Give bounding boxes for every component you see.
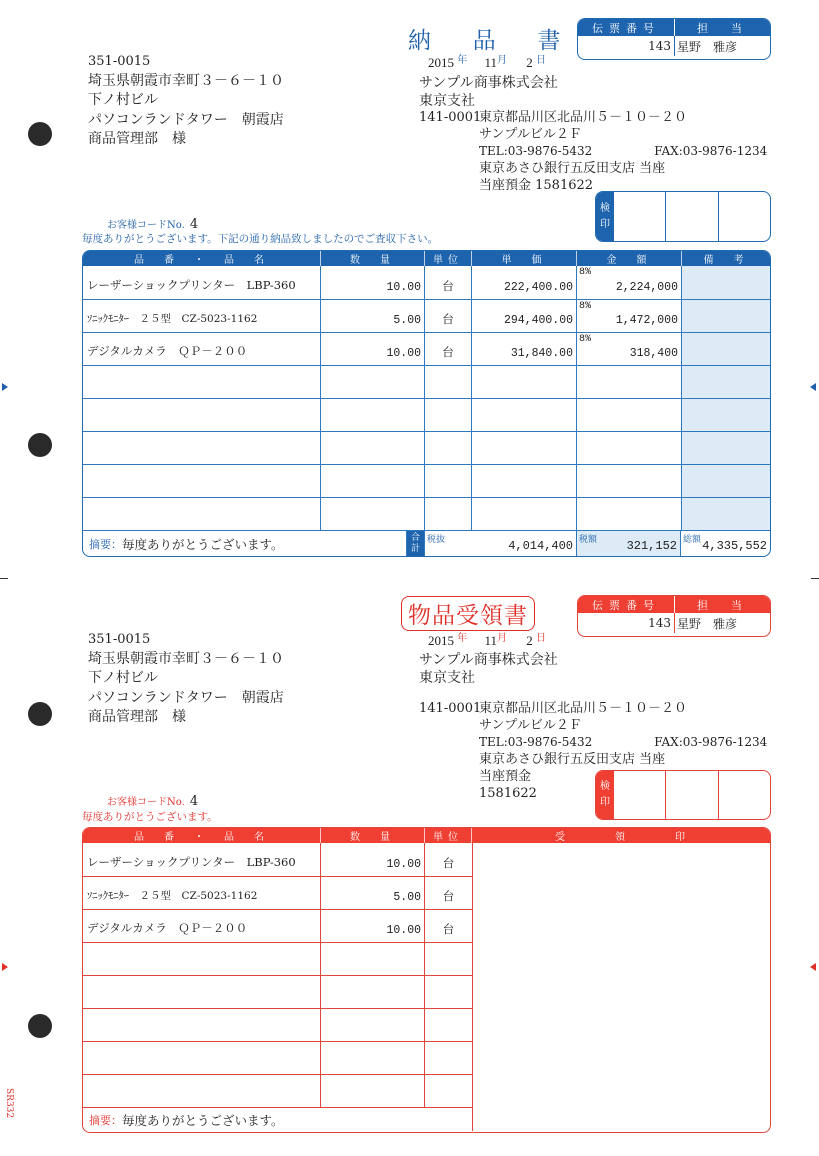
- table-row-empty: [83, 1074, 472, 1107]
- table-row: デジタルカメラ ＱＰ－２００ 10.00 台 31,840.00 8% 318,400: [83, 332, 770, 365]
- table-row-empty: [83, 1008, 472, 1041]
- table-row-empty: [83, 365, 770, 398]
- fold-marker-icon: [810, 963, 816, 971]
- total-label: 合計: [407, 531, 425, 556]
- table-footer: 摘要： 毎度ありがとうございます。 合計 税抜 4,014,400 税額 321,152 総額 4,335,552: [83, 530, 770, 556]
- table-row-empty: [83, 942, 472, 975]
- sender-fax: FAX:03-9876-1234: [654, 144, 768, 158]
- fold-marker-icon: [2, 963, 8, 971]
- stamp-cell[interactable]: [614, 771, 665, 819]
- staff-name: 星野 雅彦: [677, 39, 738, 54]
- slip-no: 143: [578, 36, 675, 56]
- inspection-stamp-box: 検 印: [595, 770, 771, 820]
- staff-name: 星野 雅彦: [677, 616, 738, 631]
- customer-code: お客様コードNo. 4: [107, 217, 199, 232]
- recipient-address: 351-0015 埼玉県朝霞市幸町３－６－１０ 下ノ村ビル パソコンランドタワー 朝霞店 商品管理部 様: [88, 632, 284, 725]
- summary-text: 毎度ありがとうございます。: [122, 1112, 284, 1128]
- tax-cell: 税額 321,152: [577, 531, 681, 556]
- greeting-text: 毎度ありがとうございます。: [82, 811, 218, 823]
- table-row: レーザーショックプリンター LBP-360 10.00 台 222,400.00 8% 2,224,000: [83, 266, 770, 299]
- sender-info: サンプル商事株式会社 東京支社: [419, 652, 558, 686]
- slip-no-header: 伝票番号: [578, 19, 675, 36]
- items-table: [82, 250, 771, 557]
- table-row: ｿﾆｯｸﾓﾆﾀｰ ２５型 CZ-5023-1162 5.00 台: [83, 876, 472, 909]
- page-title: 納 品 書: [408, 28, 579, 53]
- sender-address-block: 東京都品川区北品川５－１０－２０ サンプルビル２Ｆ TEL:03-9876-5432 FAX:03-9876-1234 東京あさひ銀行五反田支店 当座 当座預金 1581622: [479, 701, 768, 801]
- issue-date: 2015 $^年$ $11^月$ 2 $^日$: [428, 55, 547, 70]
- fold-marker-icon: [2, 383, 8, 391]
- punch-hole: [28, 433, 52, 457]
- slip-info-box: [577, 595, 771, 637]
- fold-marker-icon: [810, 383, 816, 391]
- stamp-cell[interactable]: [614, 192, 665, 241]
- staff-header: 担 当: [697, 598, 748, 612]
- greeting-text: 毎度ありがとうございます。下記の通り納品致しましたのでご査収下さい。: [82, 233, 439, 245]
- summary-text: 毎度ありがとうございます。: [122, 536, 284, 552]
- table-row-empty: [83, 1041, 472, 1074]
- sender-postal: 141-0001: [419, 110, 482, 125]
- table-row: デジタルカメラ ＱＰ－２００ 10.00 台: [83, 909, 472, 942]
- sender-fax: FAX:03-9876-1234: [654, 735, 768, 749]
- sender-address-block: 東京都品川区北品川５－１０－２０ サンプルビル２Ｆ TEL:03-9876-5432 FAX:03-9876-1234 東京あさひ銀行五反田支店 当座 当座預金 1581622: [479, 110, 768, 193]
- stamp-cell[interactable]: [665, 771, 717, 819]
- table-header: 品 番 ・ 品 名 数 量 単位 受 領 印: [83, 828, 770, 843]
- stamp-cell[interactable]: [665, 192, 717, 241]
- items-table: [82, 827, 771, 1133]
- cut-line-mark: [811, 578, 819, 579]
- table-row-empty: [83, 398, 770, 431]
- subtotal-cell: 税抜 4,014,400: [425, 531, 577, 556]
- form-code: SR332: [4, 1088, 14, 1119]
- recipient-address: 351-0015 埼玉県朝霞市幸町３－６－１０ 下ノ村ビル パソコンランドタワー 朝霞店 商品管理部 様: [88, 54, 284, 147]
- table-row-empty: [83, 975, 472, 1008]
- stamp-cell[interactable]: [718, 771, 770, 819]
- sender-tel: TEL:03-9876-5432: [479, 144, 593, 158]
- staff-header: 担 当: [697, 21, 748, 35]
- punch-hole: [28, 702, 52, 726]
- punch-hole: [28, 122, 52, 146]
- grand-total-value: 4,335,552: [702, 539, 767, 553]
- inspection-stamp-box: 検 印: [595, 191, 771, 242]
- table-row-empty: [83, 464, 770, 497]
- cut-line-mark: [0, 578, 8, 579]
- tax-value: 321,152: [626, 539, 677, 553]
- sender-info: サンプル商事株式会社 東京支社: [419, 75, 558, 109]
- slip-no: 143: [578, 613, 675, 633]
- table-row: レーザーショックプリンター LBP-360 10.00 台: [83, 843, 472, 876]
- table-row: ｿﾆｯｸﾓﾆﾀｰ ２５型 CZ-5023-1162 5.00 台 294,400.00 8% 1,472,000: [83, 299, 770, 332]
- table-header: 品 番 ・ 品 名 数 量 単位 単 価 金 額 備 考: [83, 251, 770, 266]
- page-title: 物品受領書: [401, 596, 535, 631]
- slip-info-box: [577, 18, 771, 60]
- table-footer: 摘要： 毎度ありがとうございます。: [83, 1107, 472, 1131]
- customer-code: お客様コードNo. 4: [107, 794, 199, 809]
- table-row-empty: [83, 431, 770, 464]
- sender-tel: TEL:03-9876-5432: [479, 735, 593, 749]
- punch-hole: [28, 1014, 52, 1038]
- slip-no-header: 伝票番号: [578, 596, 675, 613]
- sender-postal: 141-0001: [419, 701, 482, 716]
- issue-date: 2015 $^年$ $11^月$ 2 $^日$: [428, 633, 547, 648]
- table-row-empty: [83, 497, 770, 530]
- subtotal-value: 4,014,400: [508, 539, 573, 553]
- receipt-stamp-area[interactable]: [472, 843, 770, 1131]
- stamp-cell[interactable]: [718, 192, 770, 241]
- grand-total-cell: 総額 4,335,552: [683, 535, 767, 553]
